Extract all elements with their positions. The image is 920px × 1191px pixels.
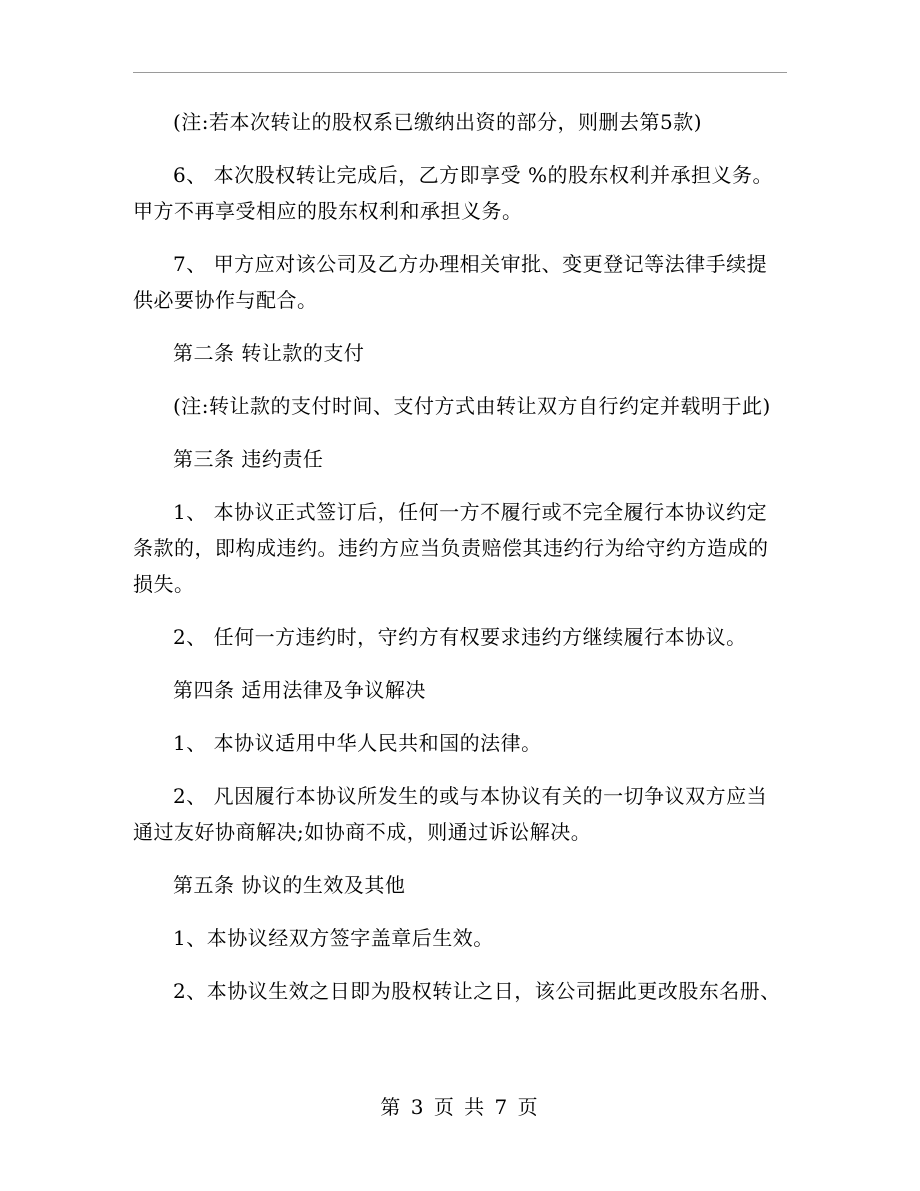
article-4-clause-2: 2、 凡因履行本协议所发生的或与本协议有关的一切争议双方应当通过友好协商解决;如协商不成，则通过诉讼解决。: [133, 784, 768, 844]
note-paragraph: (注:若本次转让的股权系已缴纳出资的部分，则删去第5款): [173, 110, 703, 134]
article-4-heading: 第四条 适用法律及争议解决: [173, 678, 426, 702]
article-5-clause-2: 2、本协议生效之日即为股权转让之日，该公司据此更改股东名册、: [173, 979, 781, 1003]
article-4-clause-1: 1、 本协议适用中华人民共和国的法律。: [173, 731, 542, 755]
article-2-heading: 第二条 转让款的支付: [173, 341, 365, 365]
article-5-heading: 第五条 协议的生效及其他: [173, 873, 406, 897]
page-number-footer: 第 3 页 共 7 页: [380, 1095, 540, 1119]
article-3-clause-1: 1、 本协议正式签订后，任何一方不履行或不完全履行本协议约定条款的，即构成违约。违约方应当负责赔偿其违约行为给守约方造成的损失。: [133, 500, 769, 596]
article-3-heading: 第三条 违约责任: [173, 447, 324, 471]
article-2-note: (注:转让款的支付时间、支付方式由转让双方自行约定并载明于此): [173, 394, 771, 418]
clause-6-paragraph: 6、 本次股权转让完成后，乙方即享受 %的股东权利并承担义务。甲方不再享受相应的股东权利和承担义务。: [133, 163, 773, 223]
article-5-clause-1: 1、本协议经双方签字盖章后生效。: [173, 926, 494, 950]
header-divider: [133, 72, 787, 73]
article-3-clause-2: 2、 任何一方违约时，守约方有权要求违约方继续履行本协议。: [173, 625, 747, 649]
document-body: [133, 104, 787, 1026]
clause-7-paragraph: 7、 甲方应对该公司及乙方办理相关审批、变更登记等法律手续提供必要协作与配合。: [133, 252, 768, 312]
